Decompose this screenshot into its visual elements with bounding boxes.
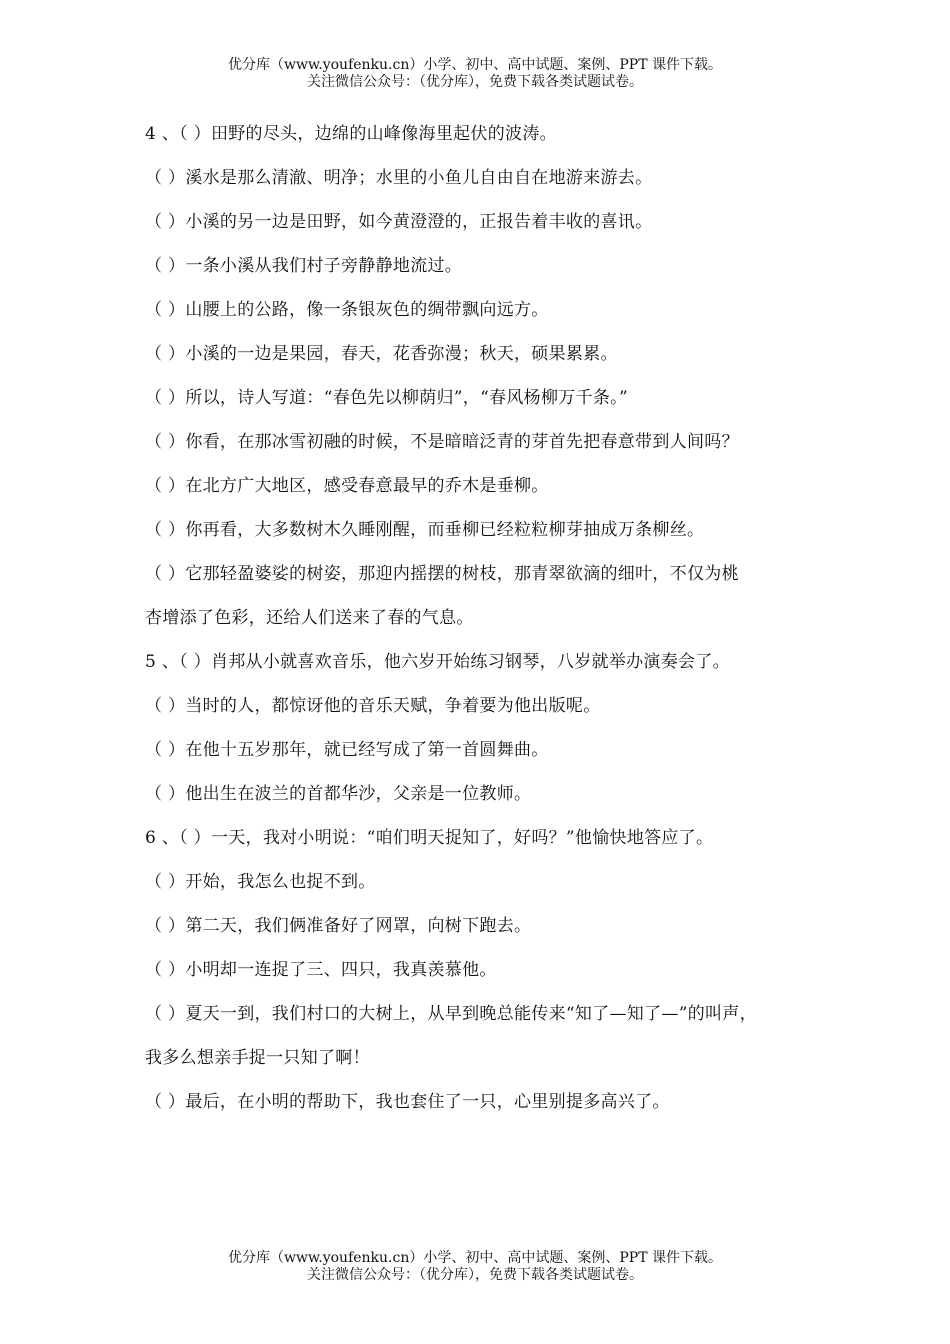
question-number-bracket: 6 、（ ） — [145, 828, 211, 848]
exercise-line — [145, 508, 825, 552]
sentence-text: 开始，我怎么也捉不到。 — [185, 872, 376, 892]
sentence-text: 在北方广大地区，感受春意最早的乔木是垂柳。 — [185, 476, 549, 496]
exercise-line — [145, 288, 825, 332]
sentence-text: 肖邦从小就喜欢音乐，他六岁开始练习钢琴，八岁就举办演奏会了。 — [210, 652, 730, 672]
exercise-line — [145, 1080, 825, 1124]
sentence-text: 第二天，我们俩准备好了网罩，向树下跑去。 — [185, 916, 532, 936]
sentence-text: 他出生在波兰的首都华沙，父亲是一位教师。 — [185, 784, 532, 804]
sentence-text: 我多么想亲手捉一只知了啊！ — [145, 1048, 370, 1068]
answer-bracket: （ ） — [145, 740, 186, 760]
answer-bracket: （ ） — [145, 476, 186, 496]
answer-bracket: （ ） — [145, 784, 186, 804]
sentence-text: 小溪的另一边是田野，如今黄澄澄的，正报告着丰收的喜讯。 — [185, 212, 653, 232]
exercise-line — [145, 860, 825, 904]
answer-bracket: （ ） — [145, 1004, 186, 1024]
sentence-text: 溪水是那么清澈、明净；水里的小鱼儿自由自在地游来游去。 — [185, 168, 653, 188]
sentence-text: 你再看，大多数树木久睡刚醒，而垂柳已经粒粒柳芽抽成万条柳丝。 — [185, 520, 705, 540]
answer-bracket: （ ） — [145, 432, 186, 452]
footer-line-1: 优分库（www.youfenku.cn）小学、初中、高中试题、案例、PPT 课件下载。 — [227, 1250, 722, 1266]
sentence-text: 当时的人，都惊讶他的音乐天赋，争着要为他出版呢。 — [185, 696, 601, 716]
exercise-line — [145, 464, 825, 508]
exercise-line — [145, 156, 825, 200]
header-line-2: 关注微信公众号：（优分库），免费下载各类试题试卷。 — [307, 74, 643, 90]
exercise-line — [145, 816, 825, 860]
answer-bracket: （ ） — [145, 872, 186, 892]
exercise-line — [145, 684, 825, 728]
exercise-line — [145, 992, 825, 1036]
answer-bracket: （ ） — [145, 168, 186, 188]
sentence-text: 最后，在小明的帮助下，我也套住了一只，心里别提多高兴了。 — [185, 1092, 670, 1112]
exercise-content — [145, 112, 825, 1124]
exercise-line — [145, 112, 825, 156]
answer-bracket: （ ） — [145, 564, 186, 584]
sentence-text: 所以，诗人写道：“春色先以柳荫归”，“春风杨柳万千条。” — [185, 388, 628, 408]
exercise-line — [145, 772, 825, 816]
question-number-bracket: 4 、（ ） — [145, 124, 211, 144]
answer-bracket: （ ） — [145, 916, 186, 936]
exercise-line — [145, 904, 825, 948]
sentence-text: 夏天一到，我们村口的大树上，从早到晚总能传来“知了—知了—”的叫声， — [185, 1004, 757, 1024]
exercise-line — [145, 376, 825, 420]
header-line-1: 优分库（www.youfenku.cn）小学、初中、高中试题、案例、PPT 课件下载。 — [227, 57, 722, 73]
answer-bracket: （ ） — [145, 1092, 186, 1112]
sentence-text: 杏增添了色彩，还给人们送来了春的气息。 — [145, 608, 474, 628]
sentence-text: 小溪的一边是果园，春天，花香弥漫；秋天，硕果累累。 — [185, 344, 618, 364]
exercise-line — [145, 640, 825, 684]
page-footer-banner — [0, 1250, 950, 1284]
exercise-line — [145, 948, 825, 992]
sentence-text: 一天，我对小明说：“咱们明天捉知了，好吗？”他愉快地答应了。 — [210, 828, 714, 848]
answer-bracket: （ ） — [145, 256, 186, 276]
answer-bracket: （ ） — [145, 300, 186, 320]
exercise-line — [145, 728, 825, 772]
exercise-line — [145, 552, 825, 596]
sentence-text: 山腰上的公路，像一条银灰色的绸带飘向远方。 — [185, 300, 549, 320]
sentence-text: 你看，在那冰雪初融的时候，不是暗暗泛青的芽首先把春意带到人间吗？ — [185, 432, 739, 452]
answer-bracket: （ ） — [145, 696, 186, 716]
sentence-text: 小明却一连捉了三、四只，我真羡慕他。 — [185, 960, 497, 980]
sentence-text: 在他十五岁那年，就已经写成了第一首圆舞曲。 — [185, 740, 549, 760]
answer-bracket: （ ） — [145, 520, 186, 540]
question-number-bracket: 5 、（ ） — [145, 652, 211, 672]
exercise-line — [145, 200, 825, 244]
answer-bracket: （ ） — [145, 960, 186, 980]
exercise-line-continuation — [145, 1036, 825, 1080]
exercise-line — [145, 244, 825, 288]
page-header-banner — [0, 57, 950, 91]
sentence-text: 田野的尽头，边绵的山峰像海里起伏的波涛。 — [210, 124, 557, 144]
exercise-line — [145, 420, 825, 464]
answer-bracket: （ ） — [145, 212, 186, 232]
sentence-text: 一条小溪从我们村子旁静静地流过。 — [185, 256, 463, 276]
answer-bracket: （ ） — [145, 344, 186, 364]
exercise-line-continuation — [145, 596, 825, 640]
footer-line-2: 关注微信公众号：（优分库），免费下载各类试题试卷。 — [307, 1267, 643, 1283]
sentence-text: 它那轻盈婆娑的树姿，那迎内摇摆的树枝，那青翠欲滴的细叶，不仅为桃 — [185, 564, 739, 584]
answer-bracket: （ ） — [145, 388, 186, 408]
exercise-line — [145, 332, 825, 376]
